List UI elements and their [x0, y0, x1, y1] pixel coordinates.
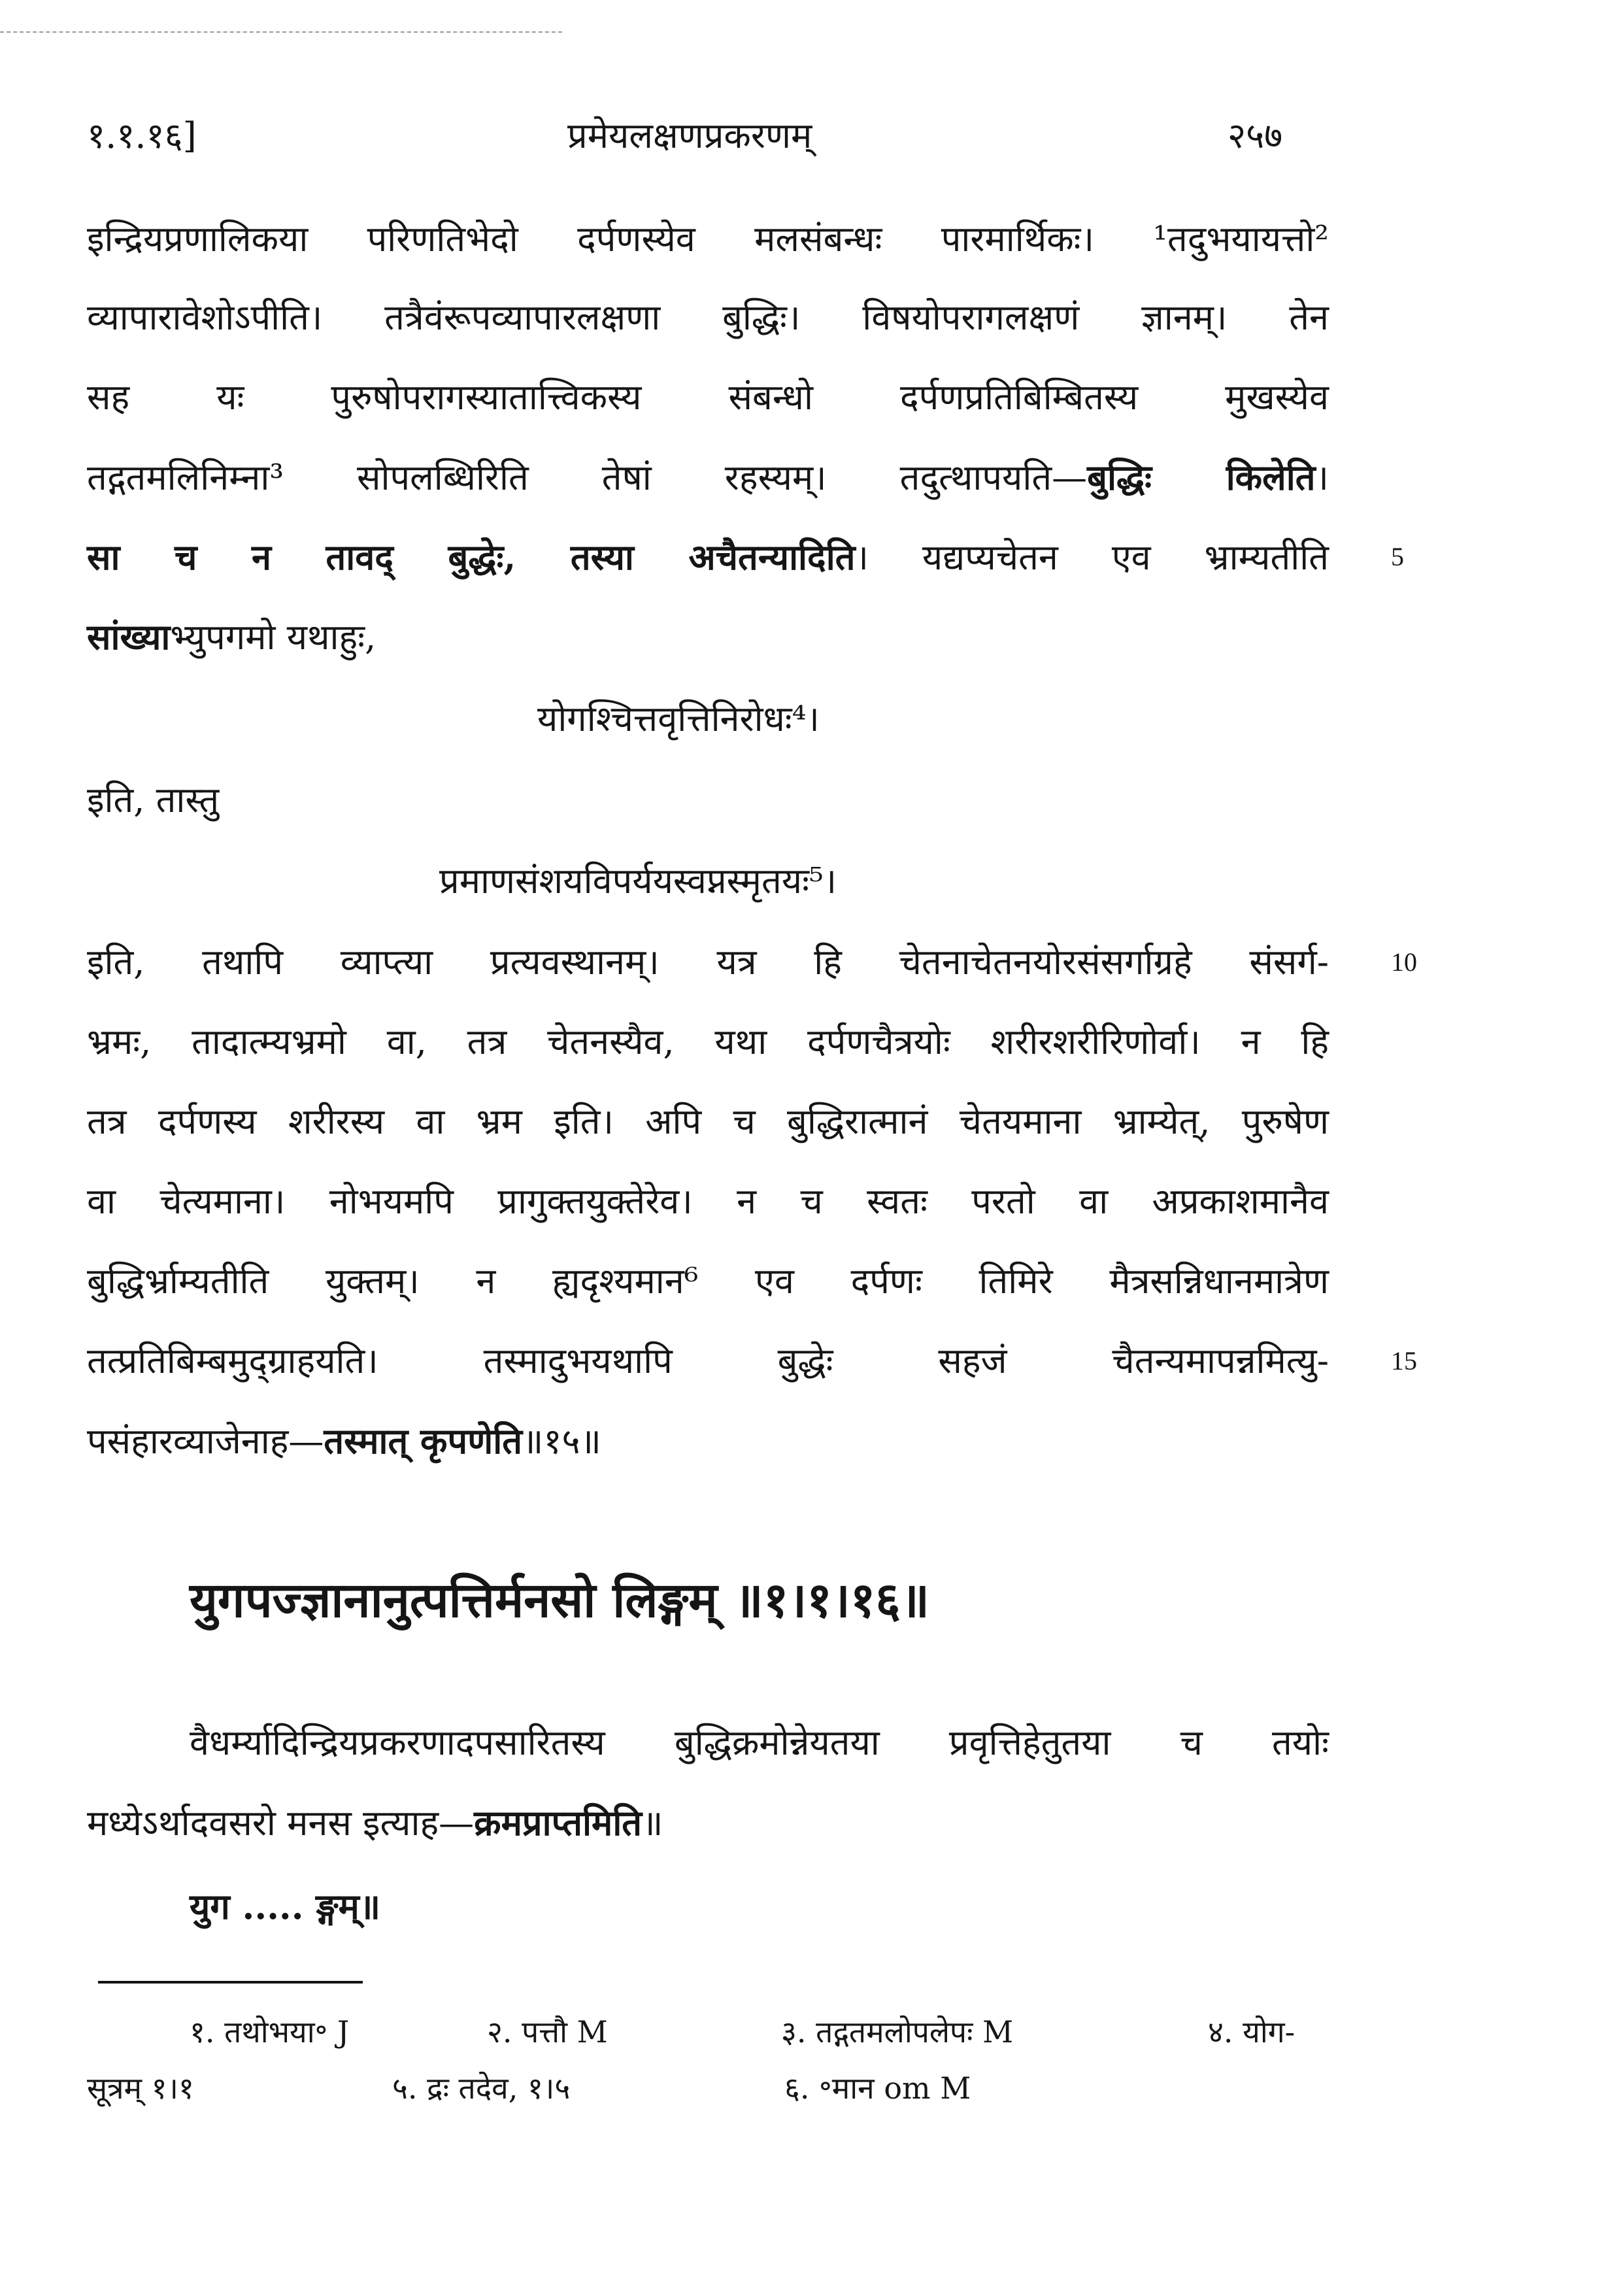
text-run: । यद्यप्यचेतन एव भ्राम्यतीति	[855, 537, 1329, 578]
footnote-rule	[98, 1981, 363, 1984]
footnote-4: ४. योग-	[1208, 2014, 1295, 2050]
text-line-16	[87, 1417, 601, 1465]
text-run: तद्गतमलिनिम्ना³ सोपलब्धिरिति तेषां रहस्यम्। तदुत्थापयति—	[87, 457, 1088, 498]
text-run: ॥	[642, 1802, 663, 1844]
text-line-10: इति, तथापि व्याप्त्या प्रत्यवस्थानम्। यत्र हि चेतनाचेतनयोरसंसर्गाग्रहे संसर्ग-	[87, 941, 1329, 983]
pratika-bold: सा च न तावद् बुद्धेः, तस्या अचैतन्यादिति	[87, 536, 856, 578]
scan-edge-rule	[0, 31, 562, 33]
footnote-4-continued: सूत्रम् १।१	[87, 2070, 194, 2106]
text-line-5	[87, 533, 1329, 581]
text-run: ।	[1315, 457, 1329, 498]
line-number-15: 15	[1391, 1346, 1417, 1376]
line-number-5: 5	[1391, 542, 1404, 571]
text-line-17: वैधर्म्यादिन्द्रियप्रकरणादपसारितस्य बुद्धिक्रमोन्नेयतया प्रवृत्तिहेतुतया च तयोः	[190, 1722, 1329, 1763]
page-section-ref: १.१.१६]	[87, 115, 197, 156]
text-run: मध्येऽर्थादवसरो मनस इत्याह—	[87, 1802, 475, 1844]
pratika-bold: तस्मात् कृपणेति	[324, 1420, 523, 1462]
pratika-bold: बुद्धिः किलेति	[1087, 456, 1316, 498]
text-line-14: बुद्धिर्भ्राम्यतीति युक्तम्। न ह्यदृश्यमान⁶ एव दर्पणः तिमिरे मैत्रसन्निधानमात्रेण	[87, 1260, 1329, 1302]
text-line-12: तत्र दर्पणस्य शरीरस्य वा भ्रम इति। अपि च बुद्धिरात्मानं चेतयमाना भ्राम्येत्, पुरुषेण	[87, 1101, 1329, 1142]
text-run: पसंहारव्याजेनाह—	[87, 1421, 324, 1462]
text-line-1: इन्द्रियप्रणालिकया परिणतिभेदो दर्पणस्येव मलसंबन्धः पारमार्थिकः। ¹तदुभयायत्तो²	[87, 218, 1329, 260]
running-title: प्रमेयलक्षणप्रकरणम्	[567, 115, 812, 156]
quoted-verse-1: योगश्चित्तवृत्तिनिरोधः⁴।	[537, 698, 820, 739]
quoted-verse-2: प्रमाणसंशयविपर्ययस्वप्नस्मृतयः⁵।	[439, 860, 837, 902]
sutra-heading: युगपज्ज्ञानानुत्पत्तिर्मनसो लिङ्गम् ॥१।१।१६॥	[190, 1572, 930, 1629]
pratika-bold: सांख्या	[87, 616, 171, 658]
text-line-15: तत्प्रतिबिम्बमुद्ग्राहयति। तस्मादुभयथापि बुद्धेः सहजं चैतन्यमापन्नमित्यु-	[87, 1340, 1329, 1381]
text-run: ॥१५॥	[522, 1421, 601, 1462]
footnote-6: ६. ॰मान om M	[784, 2070, 971, 2106]
text-line-2: व्यापारावेशोऽपीति। तत्रैवंरूपव्यापारलक्षणा बुद्धिः। विषयोपरागलक्षणं ज्ञानम्। तेन	[87, 297, 1329, 338]
line-number-10: 10	[1391, 947, 1417, 977]
text-run: भ्युपगमो यथाहुः,	[170, 616, 376, 658]
text-line-8: इति, तास्तु	[87, 779, 220, 820]
footnote-5: ५. द्रः तदेव, १।५	[392, 2070, 571, 2106]
text-line-11: भ्रमः, तादात्म्यभ्रमो वा, तत्र चेतनस्यैव, यथा दर्पणचैत्रयोः शरीरशरीरिणोर्वा। न हि	[87, 1021, 1329, 1062]
text-line-4	[87, 454, 1329, 501]
footnote-1: १. तथोभया॰ J	[190, 2014, 350, 2050]
footnote-3: ३. तद्गतमलोपलेपः M	[781, 2014, 1014, 2050]
pratika-bold: क्रमप्राप्तमिति	[474, 1802, 643, 1844]
footnote-2: २. पत्तौ M	[487, 2014, 608, 2050]
text-line-18	[87, 1799, 663, 1847]
text-line-6	[87, 613, 376, 661]
text-line-13: वा चेत्यमाना। नोभयमपि प्रागुक्तयुक्तेरेव। न च स्वतः परतो वा अप्रकाशमानैव	[87, 1181, 1329, 1222]
page-number: २५७	[1228, 115, 1283, 156]
text-line-3: सह यः पुरुषोपरागस्यातात्त्विकस्य संबन्धो दर्पणप्रतिबिम्बितस्य मुखस्येव	[87, 377, 1329, 418]
sutra-pratika: युग ..... ङ्गम्॥	[190, 1885, 381, 1927]
